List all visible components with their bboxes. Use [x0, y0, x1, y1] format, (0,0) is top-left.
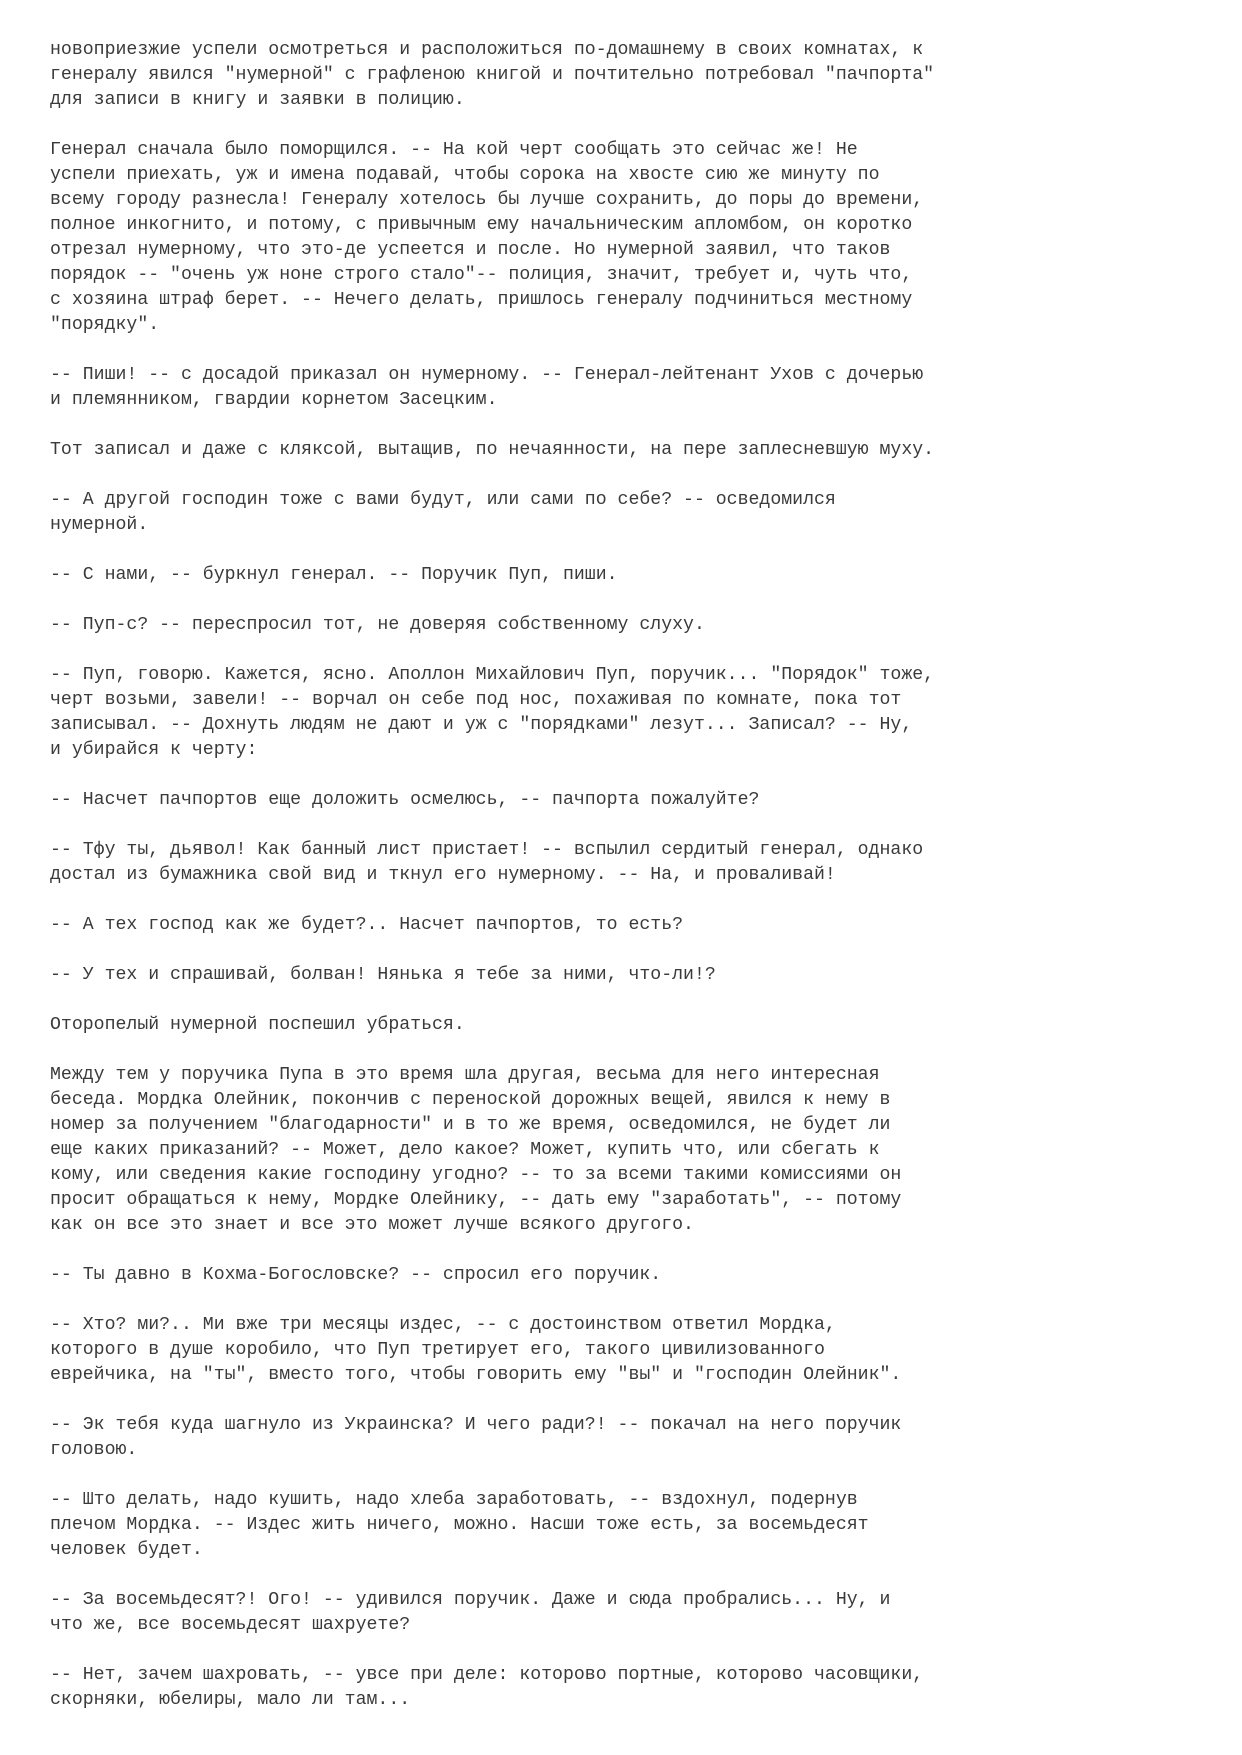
- paragraph: -- А тех господ как же будет?.. Насчет пачпортов, то есть?: [50, 915, 684, 935]
- paragraph: -- За восемьдесят?! Ого! -- удивился поручик. Даже и сюда пробрались... Ну, и что же, все восемьдесят шахруете?: [50, 1590, 891, 1635]
- paragraph: Генерал сначала было поморщился. -- На кой черт сообщать это сейчас же! Не успели приехать, уж и имена подавай, чтобы сорока на хвосте сию же минуту по всему городу разнесла! Генералу хотелось бы лучше сохранить, до поры до времени, полное инкогнито, и потому, с привычным ему начальническим апломбом, он коротко отрезал нумерному, что это-де успеется и после. Но нумерной заявил, что таков порядок -- "очень уж ноне строго стало"-- полиция, значит, требует и, чуть что, с хозяина штраф берет. -- Нечего делать, пришлось генералу подчиниться местному "порядку".: [50, 140, 924, 335]
- paragraph: -- Пуп, говорю. Кажется, ясно. Аполлон Михайлович Пуп, поручик... "Порядок" тоже, черт возьми, завели! -- ворчал он себе под нос, похаживая по комнате, пока тот записывал. -- Дохнуть людям не дают и уж с "порядками" лезут... Записал? -- Ну, и убирайся к черту:: [50, 665, 935, 760]
- paragraph: Оторопелый нумерной поспешил убраться.: [50, 1015, 465, 1035]
- paragraph: -- Тфу ты, дьявол! Как банный лист пристает! -- вспылил сердитый генерал, однако достал из бумажника свой вид и ткнул его нумерному. -- На, и проваливай!: [50, 840, 924, 885]
- paragraph: -- Насчет пачпортов еще доложить осмелюсь, -- пачпорта пожалуйте?: [50, 790, 760, 810]
- paragraph: -- Нет, зачем шахровать, -- увсе при деле: которово портные, которово часовщики, скорняки, юбелиры, мало ли там...: [50, 1665, 924, 1710]
- paragraph: -- Хто? ми?.. Ми вже три месяцы издес, -- с достоинством ответил Мордка, которого в душе коробило, что Пуп третирует его, такого цивилизованного еврейчика, на "ты", вместо того, чтобы говорить ему "вы" и "господин Олейник".: [50, 1315, 902, 1385]
- paragraph: -- Пиши! -- с досадой приказал он нумерному. -- Генерал-лейтенант Ухов с дочерью и племянником, гвардии корнетом Засецким.: [50, 365, 924, 410]
- paragraph: Тот записал и даже с кляксой, вытащив, по нечаянности, на пере заплесневшую муху.: [50, 440, 935, 460]
- paragraph: -- У тех и спрашивай, болван! Нянька я тебе за ними, что-ли!?: [50, 965, 716, 985]
- paragraph: -- Ты давно в Кохма-Богословске? -- спросил его поручик.: [50, 1265, 662, 1285]
- paragraph: Между тем у поручика Пупа в это время шла другая, весьма для него интересная беседа. Мордка Олейник, покончив с переноской дорожных вещей, явился к нему в номер за получением "благодарности" и в то же время, осведомился, не будет ли еще каких приказаний? -- Может, дело какое? Может, купить что, или сбегать к кому, или сведения какие господину угодно? -- то за всеми такими комиссиями он просит обращаться к нему, Мордке Олейнику, -- дать ему "заработать", -- потому как он все это знает и все это может лучше всякого другого.: [50, 1065, 902, 1235]
- paragraph: -- Што делать, надо кушить, надо хлеба заработовать, -- вздохнул, подернув плечом Мордка. -- Издес жить ничего, можно. Насши тоже есть, за восемьдесят человек будет.: [50, 1490, 869, 1560]
- paragraph: новоприезжие успели осмотреться и расположиться по-домашнему в своих комнатах, к генералу явился "нумерной" с графленою книгой и почтительно потребовал "пачпорта" для записи в книгу и заявки в полицию.: [50, 40, 935, 110]
- paragraph: -- С нами, -- буркнул генерал. -- Поручик Пуп, пиши.: [50, 565, 618, 585]
- paragraph: -- А другой господин тоже с вами будут, или сами по себе? -- осведомился нумерной.: [50, 490, 836, 535]
- paragraph: -- Пуп-с? -- переспросил тот, не доверяя собственному слуху.: [50, 615, 705, 635]
- paragraph: -- Эк тебя куда шагнуло из Украинска? И чего ради?! -- покачал на него поручик головою.: [50, 1415, 902, 1460]
- document-page: [50, 38, 1200, 1713]
